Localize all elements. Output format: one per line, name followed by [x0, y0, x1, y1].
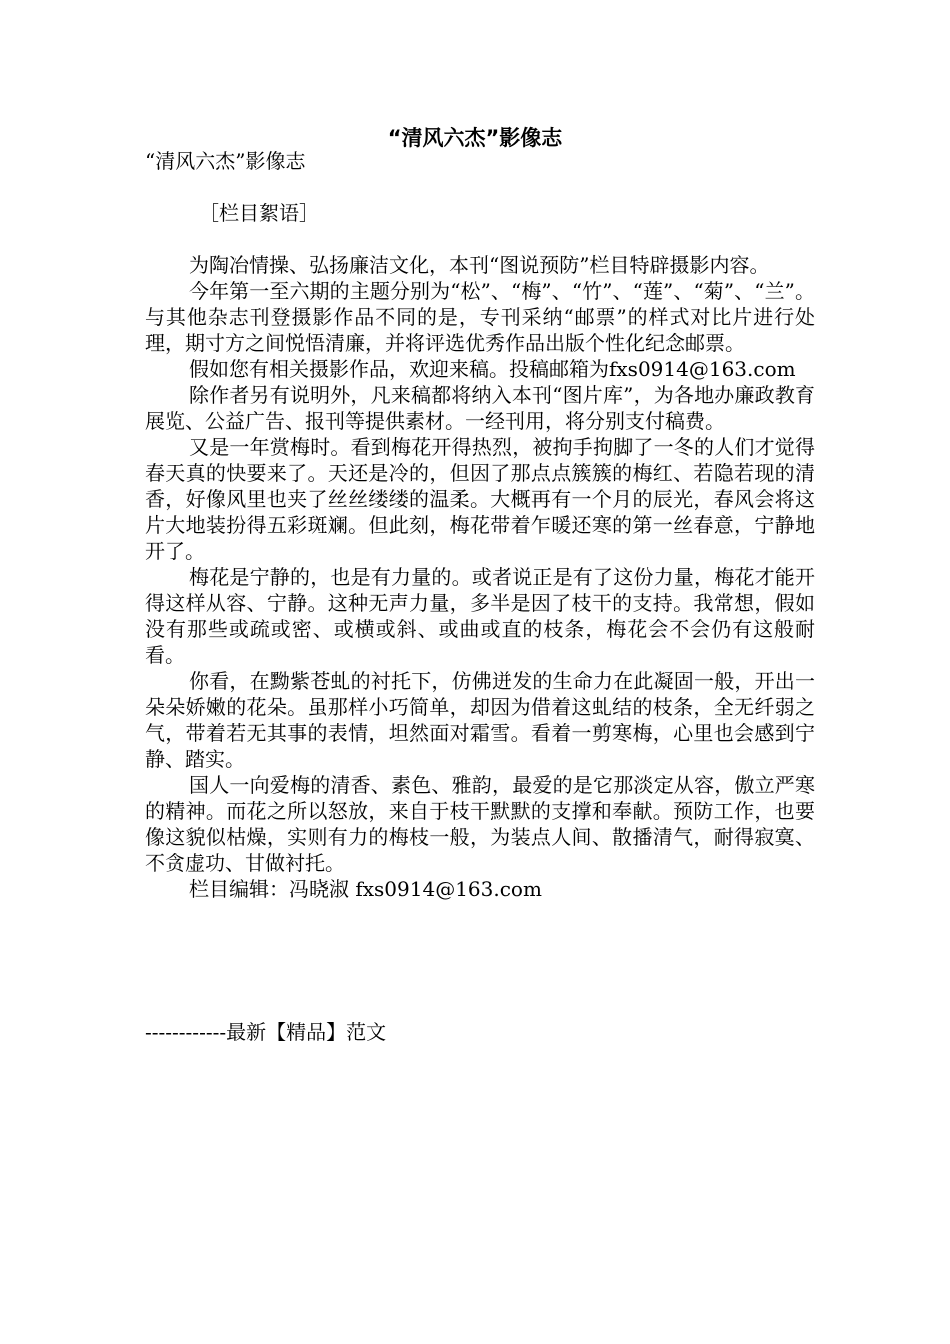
document-body — [145, 148, 815, 902]
column-tag: ［栏目絮语］ — [199, 201, 319, 225]
paragraph-spacer — [145, 226, 815, 252]
paragraph-plum-season: 又是一年赏梅时。看到梅花开得热烈，被拘手拘脚了一冬的人们才觉得春天真的快要来了。天还是冷的，但因了那点点簇簇的梅红、若隐若现的清香，好像风里也夹了丝丝缕缕的温柔。大概再有一个月的辰光，春风会将这片大地装扮得五彩斑斓。但此刻，梅花带着乍暖还寒的第一丝春意，宁静地开了。 — [145, 435, 815, 563]
paragraph-plum-branches: 你看，在黝紫苍虬的衬托下，仿佛迸发的生命力在此凝固一般，开出一朵朵娇嫩的花朵。虽那样小巧简单，却因为借着这虬结的枝条，全无纤弱之气，带着若无其事的表情，坦然面对霜雪。看着一剪寒梅，心里也会感到宁静、踏实。 — [145, 669, 815, 771]
paragraph-editor: 栏目编辑：冯晓淑 fxs0914@163.com — [189, 877, 542, 901]
paragraph-intro: 为陶冶情操、弘扬廉洁文化，本刊“图说预防”栏目特辟摄影内容。 — [189, 253, 770, 277]
paragraph-submission: 假如您有相关摄影作品，欢迎来稿。投稿邮箱为fxs0914@163.com — [189, 357, 796, 381]
document-title: “清风六杰”影像志 — [387, 126, 563, 150]
paragraph-plum-strength: 梅花是宁静的，也是有力量的。或者说正是有了这份力量，梅花才能开得这样从容、宁静。这种无声力量，多半是因了枝干的支持。我常想，假如没有那些或疏或密、或横或斜、或曲或直的枝条，梅花会不会仍有这般耐看。 — [145, 565, 815, 667]
paragraph-usage: 除作者另有说明外，凡来稿都将纳入本刊“图片库”，为各地办廉政教育展览、公益广告、报刊等提供素材。一经刊用，将分别支付稿费。 — [145, 383, 815, 433]
document-subtitle: “清风六杰”影像志 — [145, 149, 306, 173]
paragraph-themes: 今年第一至六期的主题分别为“松”、“梅”、“竹”、“莲”、“菊”、“兰”。与其他杂志刊登摄影作品不同的是，专刊采纳“邮票”的样式对比片进行处理，期寸方之间悦悟清廉，并将评选优秀作品出版个性化纪念邮票。 — [145, 279, 815, 355]
paragraph-plum-spirit: 国人一向爱梅的清香、素色、雅韵，最爱的是它那淡定从容，傲立严寒的精神。而花之所以怒放，来自于枝干默默的支撑和奉献。预防工作，也要像这貌似枯燥，实则有力的梅枝一般，为装点人间、散播清气，耐得寂寞、不贪虚功、甘做衬托。 — [145, 773, 815, 875]
footer-line: ------------最新【精品】范文 — [145, 1020, 387, 1044]
